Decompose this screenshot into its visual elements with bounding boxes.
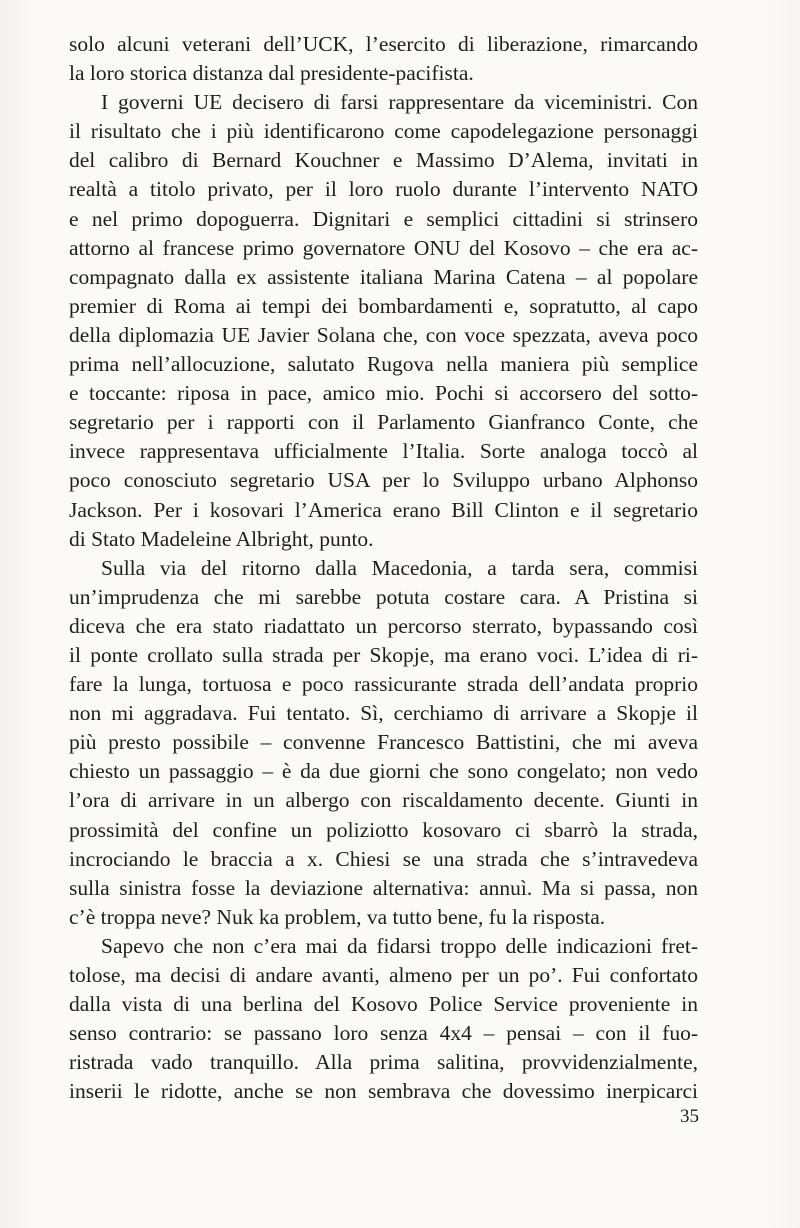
text-line: I governi UE decisero di farsi rappresentare da viceministri. Con — [101, 90, 698, 115]
text-line: segretario per i rapporti con il Parlamento Gianfranco Conte, che — [69, 410, 698, 435]
text-line: compagnato dalla ex assistente italiana Marina Catena – al popolare — [69, 264, 698, 289]
text-line: senso contrario: se passano loro senza 4x4 – pensai – con il fuo- — [69, 1021, 698, 1046]
text-line: un’imprudenza che mi sarebbe potuta costare cara. A Pristina si — [69, 584, 698, 609]
text-line: solo alcuni veterani dell’UCK, l’esercito di liberazione, rimarcando — [69, 32, 698, 56]
text-line: realtà a titolo privato, per il loro ruolo durante l’intervento NATO — [69, 177, 698, 202]
text-line: c’è troppa neve? Nuk ka problem, va tutto bene, fu la risposta. — [69, 904, 606, 929]
text-line: premier di Roma ai tempi dei bombardamenti e, sopratutto, al capo — [69, 293, 698, 318]
text-line: incrociando le braccia a x. Chiesi se una strada che s’intravedeva — [69, 846, 698, 871]
text-line: del calibro di Bernard Kouchner e Massimo D’Alema, invitati in — [69, 148, 698, 173]
text-line: Sapevo che non c’era mai da fidarsi troppo delle indicazioni fret- — [101, 933, 698, 958]
text-line: prossimità del confine un poliziotto kosovaro ci sbarrò la strada, — [69, 817, 698, 842]
text-line: il risultato che i più identificarono come capodelegazione personaggi — [69, 119, 698, 144]
text-line: prima nell’allocuzione, salutato Rugova nella maniera più semplice — [69, 352, 698, 377]
text-line: invece rappresentava ufficialmente l’Italia. Sorte analoga toccò al — [69, 439, 698, 464]
text-line: diceva che era stato riadattato un percorso sterrato, bypassando così — [69, 613, 698, 638]
text-line: poco conosciuto segretario USA per lo Sviluppo urbano Alphonso — [69, 468, 698, 493]
text-line: e toccante: riposa in pace, amico mio. Pochi si accorsero del sotto- — [69, 381, 698, 406]
text-line: più presto possibile – convenne Francesco Battistini, che mi aveva — [69, 730, 698, 755]
text-line: dalla vista di una berlina del Kosovo Police Service proveniente in — [69, 992, 698, 1017]
text-line: chiesto un passaggio – è da due giorni che sono congelato; non vedo — [69, 759, 698, 784]
text-line: della diplomazia UE Javier Solana che, con voce spezzata, aveva poco — [69, 322, 698, 347]
text-line: e nel primo dopoguerra. Dignitari e semplici cittadini si strinsero — [69, 206, 698, 231]
text-line: la loro storica distanza dal presidente-pacifista. — [69, 61, 474, 86]
text-line: il ponte crollato sulla strada per Skopje, ma erano voci. L’idea di ri- — [69, 642, 698, 667]
page-number: 35 — [680, 1106, 699, 1127]
text-line: Sulla via del ritorno dalla Macedonia, a tarda sera, commisi — [101, 555, 698, 580]
body-text — [69, 30, 698, 1106]
text-line: attorno al francese primo governatore ONU del Kosovo – che era ac- — [69, 235, 698, 260]
text-line: sulla sinistra fosse la deviazione alternativa: annuì. Ma si passa, non — [69, 875, 698, 900]
text-line: ristrada vado tranquillo. Alla prima salitina, provvidenzialmente, — [69, 1050, 698, 1075]
text-line: l’ora di arrivare in un albergo con riscaldamento decente. Giunti in — [69, 788, 698, 813]
text-line: Jackson. Per i kosovari l’America erano Bill Clinton e il segretario — [69, 497, 698, 522]
text-line: di Stato Madeleine Albright, punto. — [69, 526, 374, 551]
text-line: tolose, ma decisi di andare avanti, almeno per un po’. Fui confortato — [69, 963, 698, 987]
text-line: inserii le ridotte, anche se non sembrava che dovessimo inerpicarci — [69, 1079, 698, 1104]
text-line: fare la lunga, tortuosa e poco rassicurante strada dell’andata proprio — [69, 672, 698, 697]
text-line: non mi aggradava. Fui tentato. Sì, cerchiamo di arrivare a Skopje il — [69, 701, 698, 726]
